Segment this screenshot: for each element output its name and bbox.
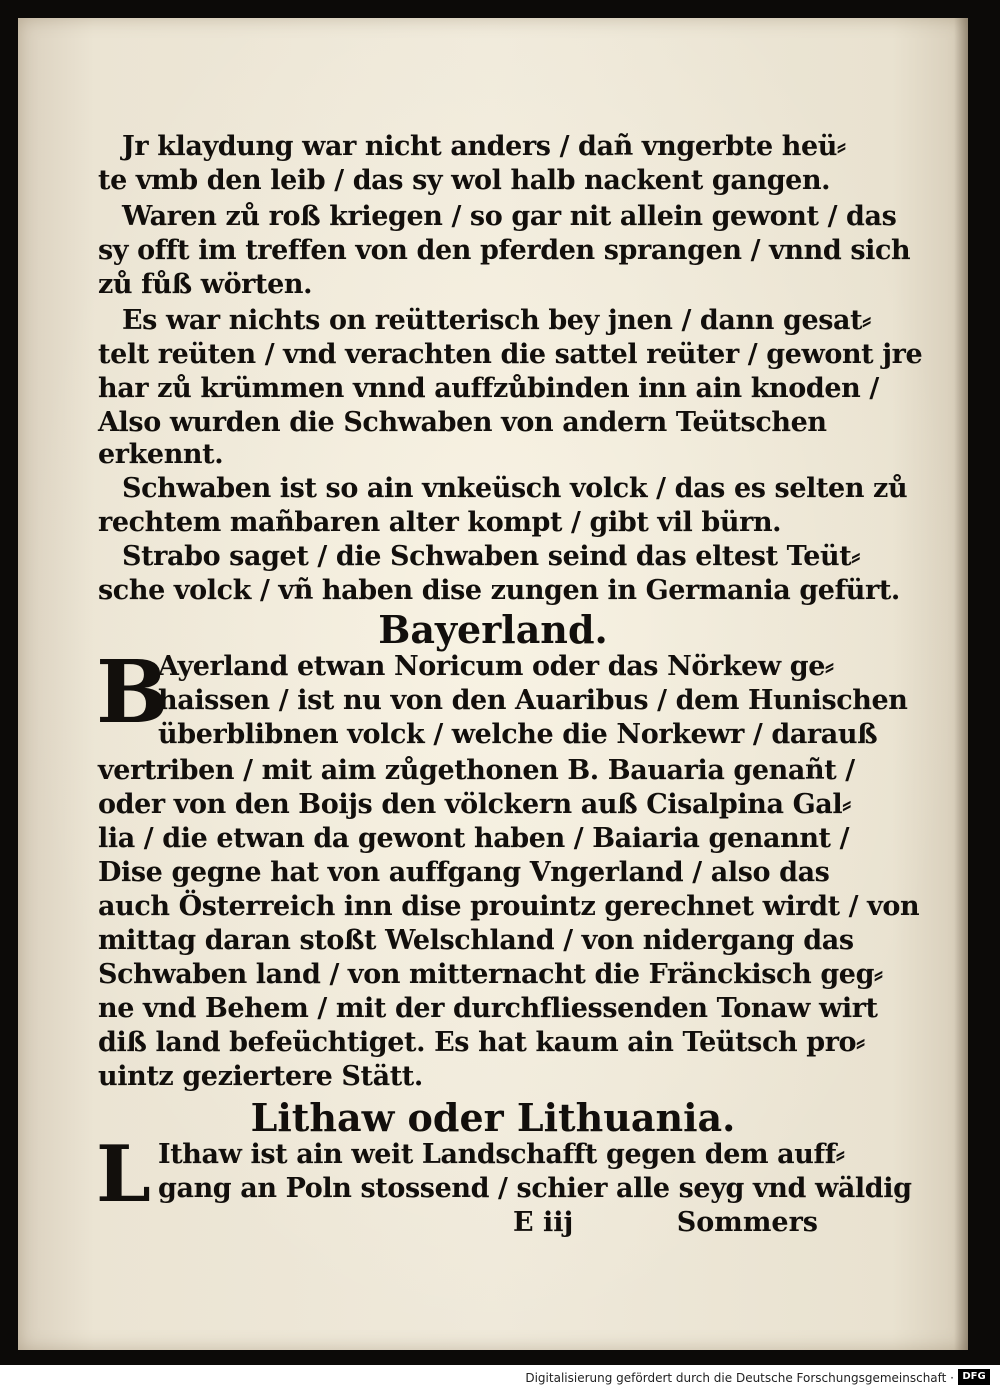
text-line: Es war nichts on reütterisch bey jnen / dann gesat⸗ (122, 305, 871, 336)
text-line: auch Österreich inn dise prouintz gerechnet wirdt / von (98, 891, 920, 922)
text-line: telt reüten / vnd verachten die sattel reüter / gewont jre (98, 339, 923, 370)
dropcap-b: B (96, 642, 169, 743)
text-line: gang an Poln stossend / schier alle seyg vnd wäldig (158, 1173, 912, 1204)
text-line: vertriben / mit aim zůgethonen B. Bauaria genañt / (98, 755, 855, 786)
text-line: Schwaben land / von mitternacht die Fränckisch geg⸗ (98, 959, 883, 990)
text-line: te vmb den leib / das sy wol halb nackent gangen. (98, 165, 831, 196)
text-line: Ayerland etwan Noricum oder das Nörkew ge⸗ (158, 651, 834, 682)
text-line: sy offt im treffen von den pferden sprangen / vnnd sich (98, 235, 911, 266)
footer-credit: Digitalisierung gefördert durch die Deutsche Forschungsgemeinschaft · (525, 1371, 954, 1385)
text-line: Schwaben ist so ain vnkeüsch volck / das es selten zů (122, 473, 908, 504)
dropcap-l: L (96, 1129, 151, 1220)
text-line: uintz gezierterе Stätt. (98, 1061, 423, 1092)
text-line: Also wurden die Schwaben von andern Teütschen (98, 407, 827, 438)
text-line: diß land befeüchtiget. Es hat kaum ain Teütsch pro⸗ (98, 1027, 865, 1058)
text-line: Jr klaydung war nicht anders / dañ vngerbte heü⸗ (122, 131, 846, 162)
signature-mark: E iij (513, 1207, 574, 1238)
dfg-logo: DFG (958, 1369, 990, 1385)
text-line: zů fůß wörten. (98, 269, 313, 300)
text-line: Waren zů roß kriegen / so gar nit allein gewont / das (122, 201, 897, 232)
catchword: Sommers (676, 1207, 818, 1238)
text-line: lia / die etwan da gewont haben / Baiaria genannt / (98, 823, 850, 854)
text-line: sche volck / vñ haben dise zungen in Germania gefürt. (98, 575, 900, 606)
text-line: überblibnen volck / welche die Norkewr / darauß (158, 719, 878, 750)
text-line: ne vnd Behem / mit der durchfliessenden Tonaw wirt (98, 993, 878, 1024)
book-page (18, 18, 968, 1350)
page-edge-shadow (954, 18, 968, 1350)
text-line: rechtem mañbaren alter kompt / gibt vil bürn. (98, 507, 782, 538)
text-line: haissen / ist nu von den Auaribus / dem Hunischen (158, 685, 908, 716)
section-heading-bayerland: Bayerland. (378, 607, 608, 652)
text-line: Ithaw ist ain weit Landschafft gegen dem auff⸗ (158, 1139, 845, 1170)
section-heading-lithaw: Lithaw oder Lithuania. (250, 1095, 736, 1140)
text-line: mittag daran stoßt Welschland / von nidergang das (98, 925, 854, 956)
text-line: har zů krümmen vnnd auffzůbinden inn ain knoden / (98, 373, 879, 404)
text-line: oder von den Boijs den völckern auß Cisalpina Gal⸗ (98, 789, 851, 820)
text-line: erkennt. (98, 439, 224, 470)
text-line: Dise gegne hat von auffgang Vngerland / also das (98, 857, 830, 888)
text-line: Strabo saget / die Schwaben seind das eltest Teüt⸗ (122, 541, 860, 572)
